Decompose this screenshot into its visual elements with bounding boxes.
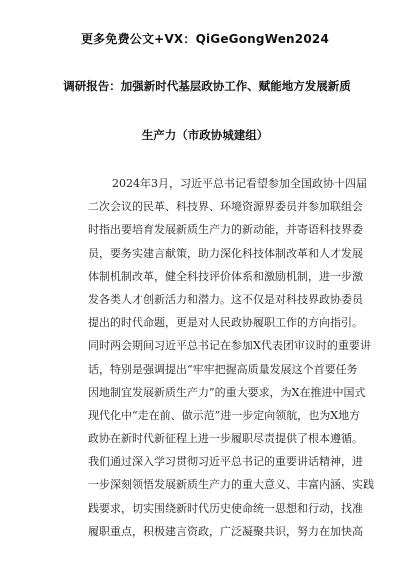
body-line: 提出的时代命题，更是对人民政协履职工作的方向指引。 xyxy=(88,316,363,330)
body-line: 政协在新时代新征程上进一步履职尽责提供了根本遵循。 xyxy=(88,432,363,446)
body-line: 因地制宜发展新质生产力”的重大要求，为X在推进中国式 xyxy=(88,385,366,399)
document-title-line-1: 调研报告：加强新时代基层政协工作、赋能地方发展新质 xyxy=(63,79,351,93)
body-line: 发各类人才创新活力和潜力。这不仅是对科技界政协委员 xyxy=(88,292,363,306)
document-body xyxy=(88,172,408,543)
body-line: 履职重点，积极建言资政，广泛凝聚共识，努力在加快高 xyxy=(88,524,363,538)
body-line: 二次会议的民革、科技界、环境资源界委员并参加联组会 xyxy=(88,200,363,214)
body-line: 我们通过深入学习贯彻习近平总书记的重要讲话精神，进 xyxy=(88,455,363,469)
body-line: 话，特别是强调提出“牢牢把握高质量发展这个首要任务 xyxy=(88,362,358,376)
body-line: 时指出要培育发展新质生产力的新动能，并寄语科技界委 xyxy=(88,223,363,237)
body-line: 践要求，切实围绕新时代历史使命统一思想和行动，找准 xyxy=(88,501,363,515)
body-line: 员，要务实建言献策，助力深化科技体制改革和人才发展 xyxy=(88,246,363,260)
body-line: 同时两会期间习近平总书记在参加X代表团审议时的重要讲 xyxy=(88,339,371,353)
document-title-line-2: 生产力（市政协城建组） xyxy=(141,128,269,142)
header-watermark-text: 更多免费公文+VX：QiGeGongWen2024 xyxy=(80,32,329,46)
body-line: 一步深刻领悟发展新质生产力的重大意义、丰富内涵、实践 xyxy=(88,478,374,492)
body-line: 体制机制改革，健全科技评价体系和激励机制，进一步激 xyxy=(88,269,363,283)
body-line: 2024年3月，习近平总书记看望参加全国政协十四届 xyxy=(112,177,367,190)
body-line: 现代化中“走在前、做示范”进一步定向领航，也为X地方 xyxy=(88,408,361,422)
